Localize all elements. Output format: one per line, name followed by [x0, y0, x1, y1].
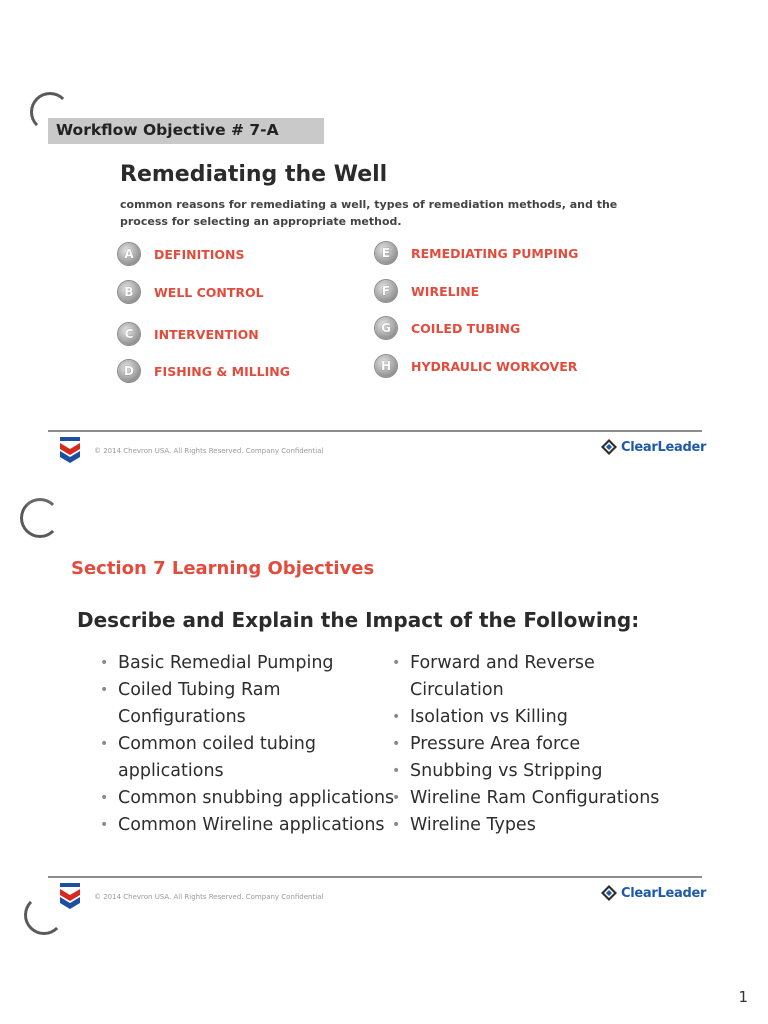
objective-bullet-line: • Coiled Tubing Ram [118, 680, 281, 700]
slide-remediating-the-well [48, 118, 703, 468]
letter-badge: C [118, 323, 140, 345]
objective-bullet [96, 650, 394, 677]
clearleader-diamond-icon [600, 884, 618, 902]
brand-leader: Leader [657, 885, 707, 901]
objective-bullet [96, 677, 394, 731]
menu-item-coiled-tubing[interactable] [375, 316, 520, 340]
clearleader-wordmark [621, 440, 706, 455]
chevron-logo-icon [58, 436, 82, 464]
workflow-objective-band [48, 118, 324, 144]
clearleader-logo [600, 438, 706, 456]
objective-bullet-line: • Basic Remedial Pumping [118, 653, 334, 673]
letter-badge: H [375, 355, 397, 377]
workflow-objective-label: Workflow Objective # 7-A [56, 121, 279, 139]
menu-item-label: INTERVENTION [154, 326, 259, 342]
footer-copyright: © 2014 Chevron USA. All Rights Reserved. Company Confidential [94, 893, 324, 901]
slide-title: Remediating the Well [120, 162, 388, 187]
letter-badge: A [118, 243, 140, 265]
menu-item-label: DEFINITIONS [154, 246, 245, 262]
objective-bullet-line: • Forward and Reverse [410, 653, 595, 673]
letter-badge: B [118, 281, 140, 303]
menu-item-remediating-pumping[interactable] [375, 241, 578, 265]
slide-footer-divider [48, 876, 702, 878]
clearleader-logo [600, 884, 706, 902]
objective-bullet-line: Circulation [410, 680, 504, 700]
menu-item-label: WIRELINE [411, 283, 480, 299]
brand-clear: Clear [621, 885, 658, 901]
menu-item-label: FISHING & MILLING [154, 363, 291, 379]
punch-hole-mark [20, 498, 60, 538]
menu-item-wireline[interactable] [375, 279, 479, 303]
footer-copyright: © 2014 Chevron USA. All Rights Reserved. Company Confidential [94, 447, 324, 455]
objective-bullet [96, 785, 394, 812]
objective-bullet-line: • Pressure Area force [410, 734, 581, 754]
clearleader-diamond-icon [600, 438, 618, 456]
menu-item-label: WELL CONTROL [154, 284, 264, 300]
objective-bullet-line: • Common snubbing applications [118, 788, 395, 808]
objective-bullet [388, 785, 659, 812]
objective-bullet-line: • Isolation vs Killing [410, 707, 568, 727]
objective-bullet-line: • Snubbing vs Stripping [410, 761, 603, 781]
objectives-right-column [388, 650, 659, 839]
slide-subtitle: common reasons for remediating a well, types of remediation methods, and the process for selecting an appropriate method. [120, 198, 618, 228]
objective-bullet [388, 812, 659, 839]
objective-bullet-line: • Wireline Ram Configurations [410, 788, 660, 808]
objective-bullet-line: • Wireline Types [410, 815, 536, 835]
objective-bullet-line: Configurations [118, 707, 246, 727]
letter-badge: F [375, 280, 397, 302]
menu-item-well-control[interactable] [118, 280, 264, 304]
objective-bullet [388, 704, 659, 731]
menu-item-label: HYDRAULIC WORKOVER [411, 358, 578, 374]
section-heading: Section 7 Learning Objectives [71, 558, 375, 579]
objective-bullet-line: • Common Wireline applications [118, 815, 385, 835]
objective-bullet-line: applications [118, 761, 224, 781]
objective-bullet [388, 731, 659, 758]
menu-item-hydraulic-workover[interactable] [375, 354, 577, 378]
slide-title: Describe and Explain the Impact of the Following: [77, 608, 640, 632]
objectives-left-column [96, 650, 394, 839]
menu-item-label: REMEDIATING PUMPING [411, 245, 579, 261]
menu-item-label: COILED TUBING [411, 320, 521, 336]
slide-footer-divider [48, 430, 702, 432]
objective-bullet-line: • Common coiled tubing [118, 734, 316, 754]
letter-badge: G [375, 317, 397, 339]
menu-item-fishing-milling[interactable] [118, 359, 290, 383]
page-number: 1 [738, 988, 748, 1006]
objective-bullet [388, 758, 659, 785]
menu-item-intervention[interactable] [118, 322, 259, 346]
chevron-logo-icon [58, 882, 82, 910]
brand-leader: Leader [657, 439, 707, 455]
objective-bullet [96, 812, 394, 839]
objective-bullet [388, 650, 659, 704]
clearleader-wordmark [621, 886, 706, 901]
letter-badge: D [118, 360, 140, 382]
letter-badge: E [375, 242, 397, 264]
objective-bullet [96, 731, 394, 785]
menu-item-definitions[interactable] [118, 242, 245, 266]
brand-clear: Clear [621, 439, 658, 455]
